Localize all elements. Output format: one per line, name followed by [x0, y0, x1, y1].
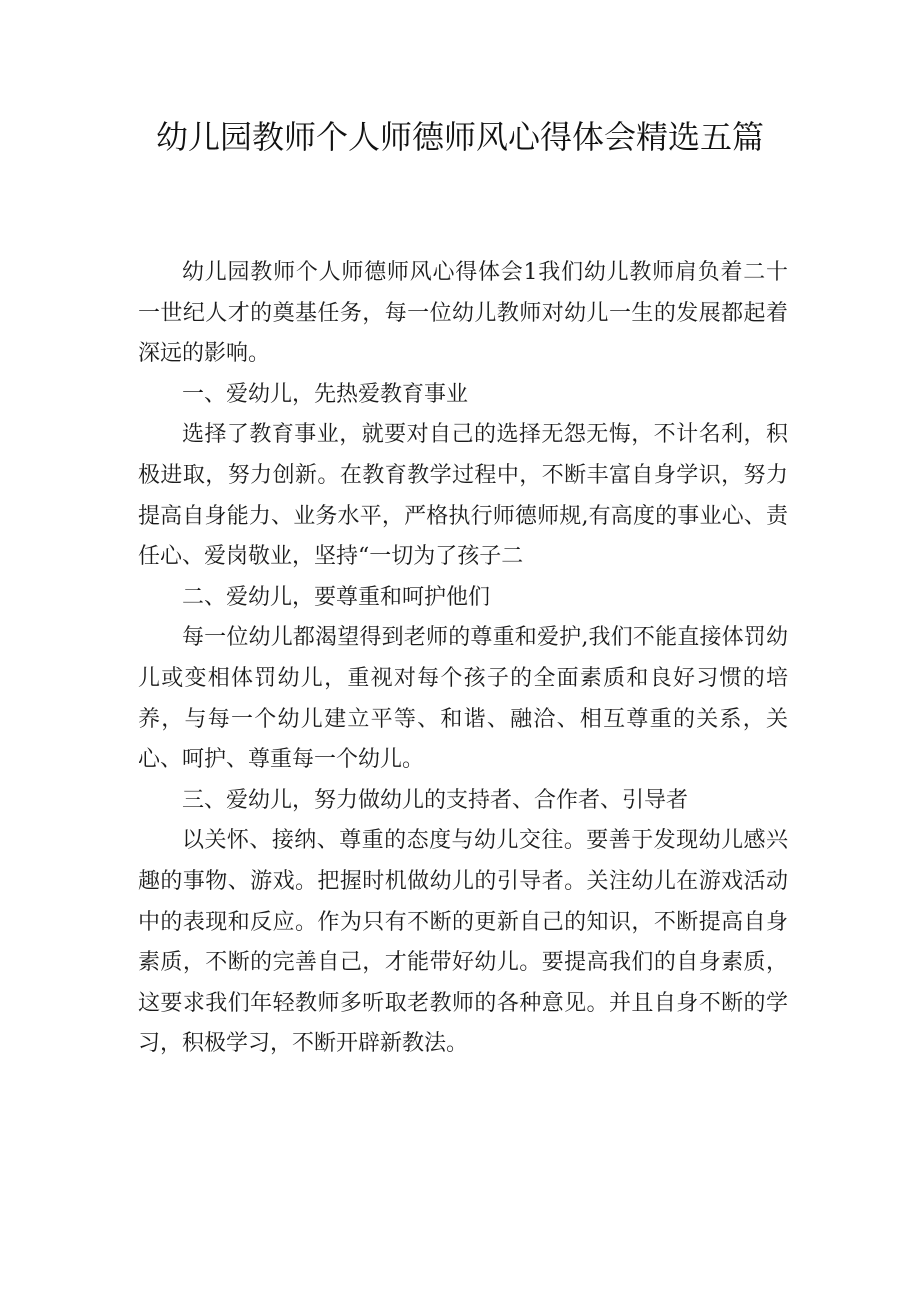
- paragraph-intro: 幼儿园教师个人师德师风心得体会1我们幼儿教师肩负着二十一世纪人才的奠基任务，每一位幼儿教师对幼儿一生的发展都起着深远的影响。: [138, 260, 788, 367]
- document-title: 幼儿园教师个人师德师风心得体会精选五篇: [155, 118, 764, 156]
- paragraph-section-2: 每一位幼儿都渴望得到老师的尊重和爱护,我们不能直接体罚幼儿或变相体罚幼儿，重视对每个孩子的全面素质和良好习惯的培养，与每一个幼儿建立平等、和谐、融洽、相互尊重的关系，关心、呵护、尊重每一个幼儿。: [138, 625, 788, 773]
- paragraph-section-3: 以关怀、接纳、尊重的态度与幼儿交往。要善于发现幼儿感兴趣的事物、游戏。把握时机做幼儿的引导者。关注幼儿在游戏活动中的表现和反应。作为只有不断的更新自己的知识，不断提高自身素质，不断的完善自己，才能带好幼儿。要提高我们的自身素质，这要求我们年轻教师多听取老教师的各种意见。并且自身不断的学习，积极学习，不断开辟新教法。: [138, 828, 788, 1057]
- heading-section-2: 二、爱幼儿，要尊重和呵护他们: [182, 584, 491, 610]
- document-body: [138, 253, 788, 1065]
- paragraph-section-1: 选择了教育事业，就要对自己的选择无怨无悔，不计名利，积极进取，努力创新。在教育教学过程中，不断丰富自身学识，努力提高自身能力、业务水平，严格执行师德师规,有高度的事业心、责任心、爱岗敬业，坚持“一切为了孩子二: [138, 422, 788, 570]
- heading-section-1: 一、爱幼儿，先热爱教育事业: [182, 381, 469, 407]
- heading-section-3: 三、爱幼儿，努力做幼儿的支持者、合作者、引导者: [182, 787, 689, 813]
